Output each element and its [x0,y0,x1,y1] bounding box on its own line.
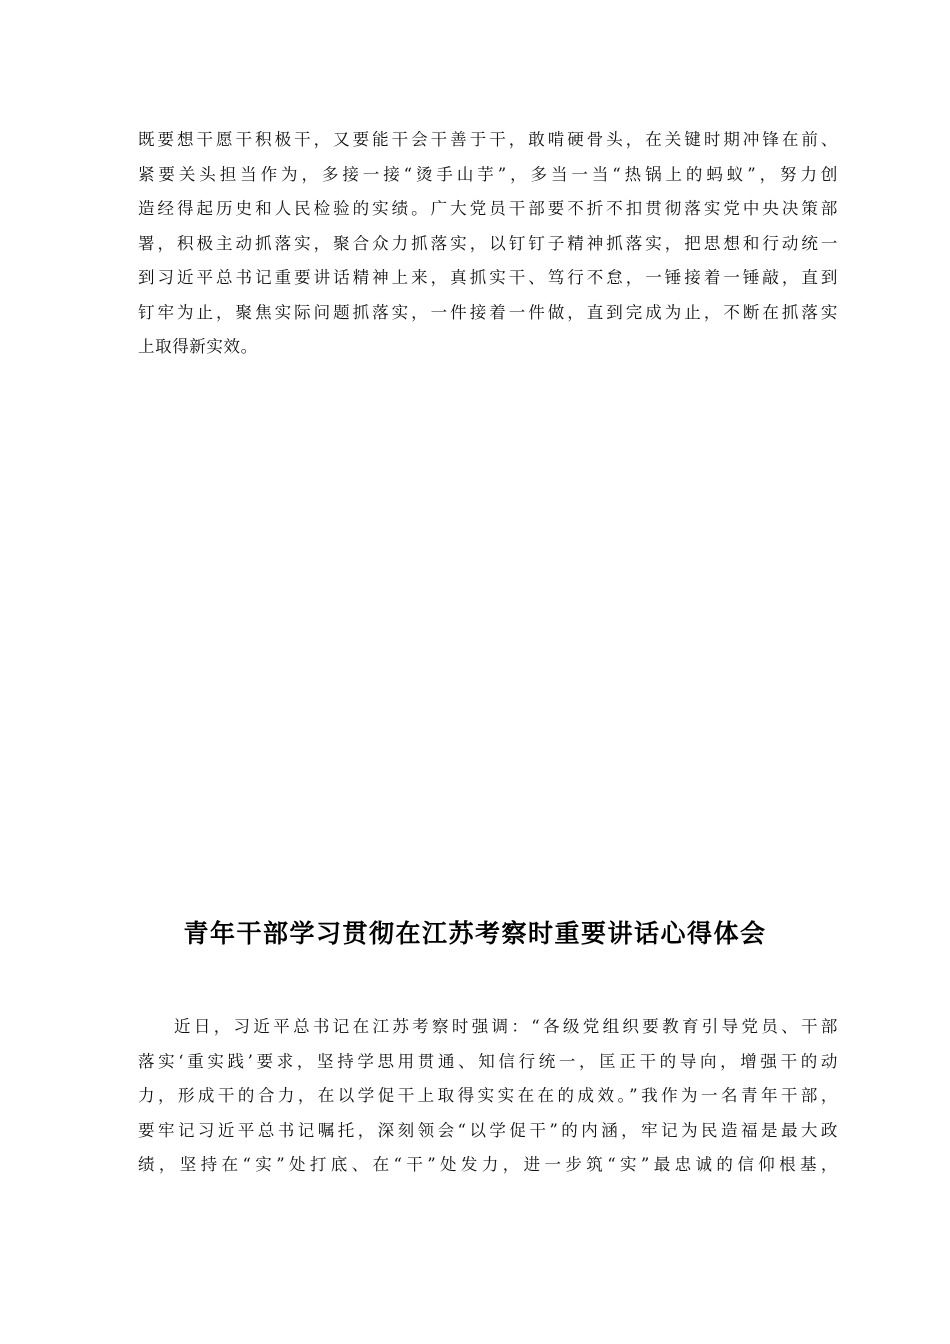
text-line: 既要想干愿干积极干，又要能干会干善于干，敢啃硬骨头，在关键时期冲锋在前、 [138,130,838,149]
text-line: 署，积极主动抓落实，聚合众力抓落实，以钉钉子精神抓落实，把思想和行动统一 [138,233,838,253]
paragraph-top [138,123,838,365]
article-paragraph [138,1010,838,1183]
text-line: 绩，坚持在“实”处打底、在“干”处发力，进一步筑“实”最忠诚的信仰根基， [138,1155,838,1174]
text-line: 上取得新实效。 [138,337,258,356]
text-line: 要牢记习近平总书记嘱托，深刻领会“以学促干”的内涵，牢记为民造福是最大政 [138,1120,838,1140]
text-line: 紧要关头担当作为，多接一接“烫手山芋”，多当一当“热锅上的蚂蚁”，努力创 [138,164,838,184]
text-line: 近日，习近平总书记在江苏考察时强调：“各级党组织要教育引导党员、干部 [174,1017,838,1036]
text-line: 钉牢为止，聚焦实际问题抓落实，一件接着一件做，直到完成为止，不断在抓落实 [138,302,838,322]
text-line: 落实‘重实践’要求，坚持学思用贯通、知信行统一，匡正干的导向，增强干的动 [138,1051,838,1071]
text-line: 造经得起历史和人民检验的实绩。广大党员干部要不折不扣贯彻落实党中央决策部 [138,199,838,218]
article-title: 青年干部学习贯彻在江苏考察时重要讲话心得体会 [183,919,767,948]
text-line: 到习近平总书记重要讲话精神上来，真抓实干、笃行不怠，一锤接着一锤敲，直到 [138,268,838,287]
text-line: 力，形成干的合力，在以学促干上取得实实在在的成效。”我作为一名青年干部， [138,1086,838,1105]
